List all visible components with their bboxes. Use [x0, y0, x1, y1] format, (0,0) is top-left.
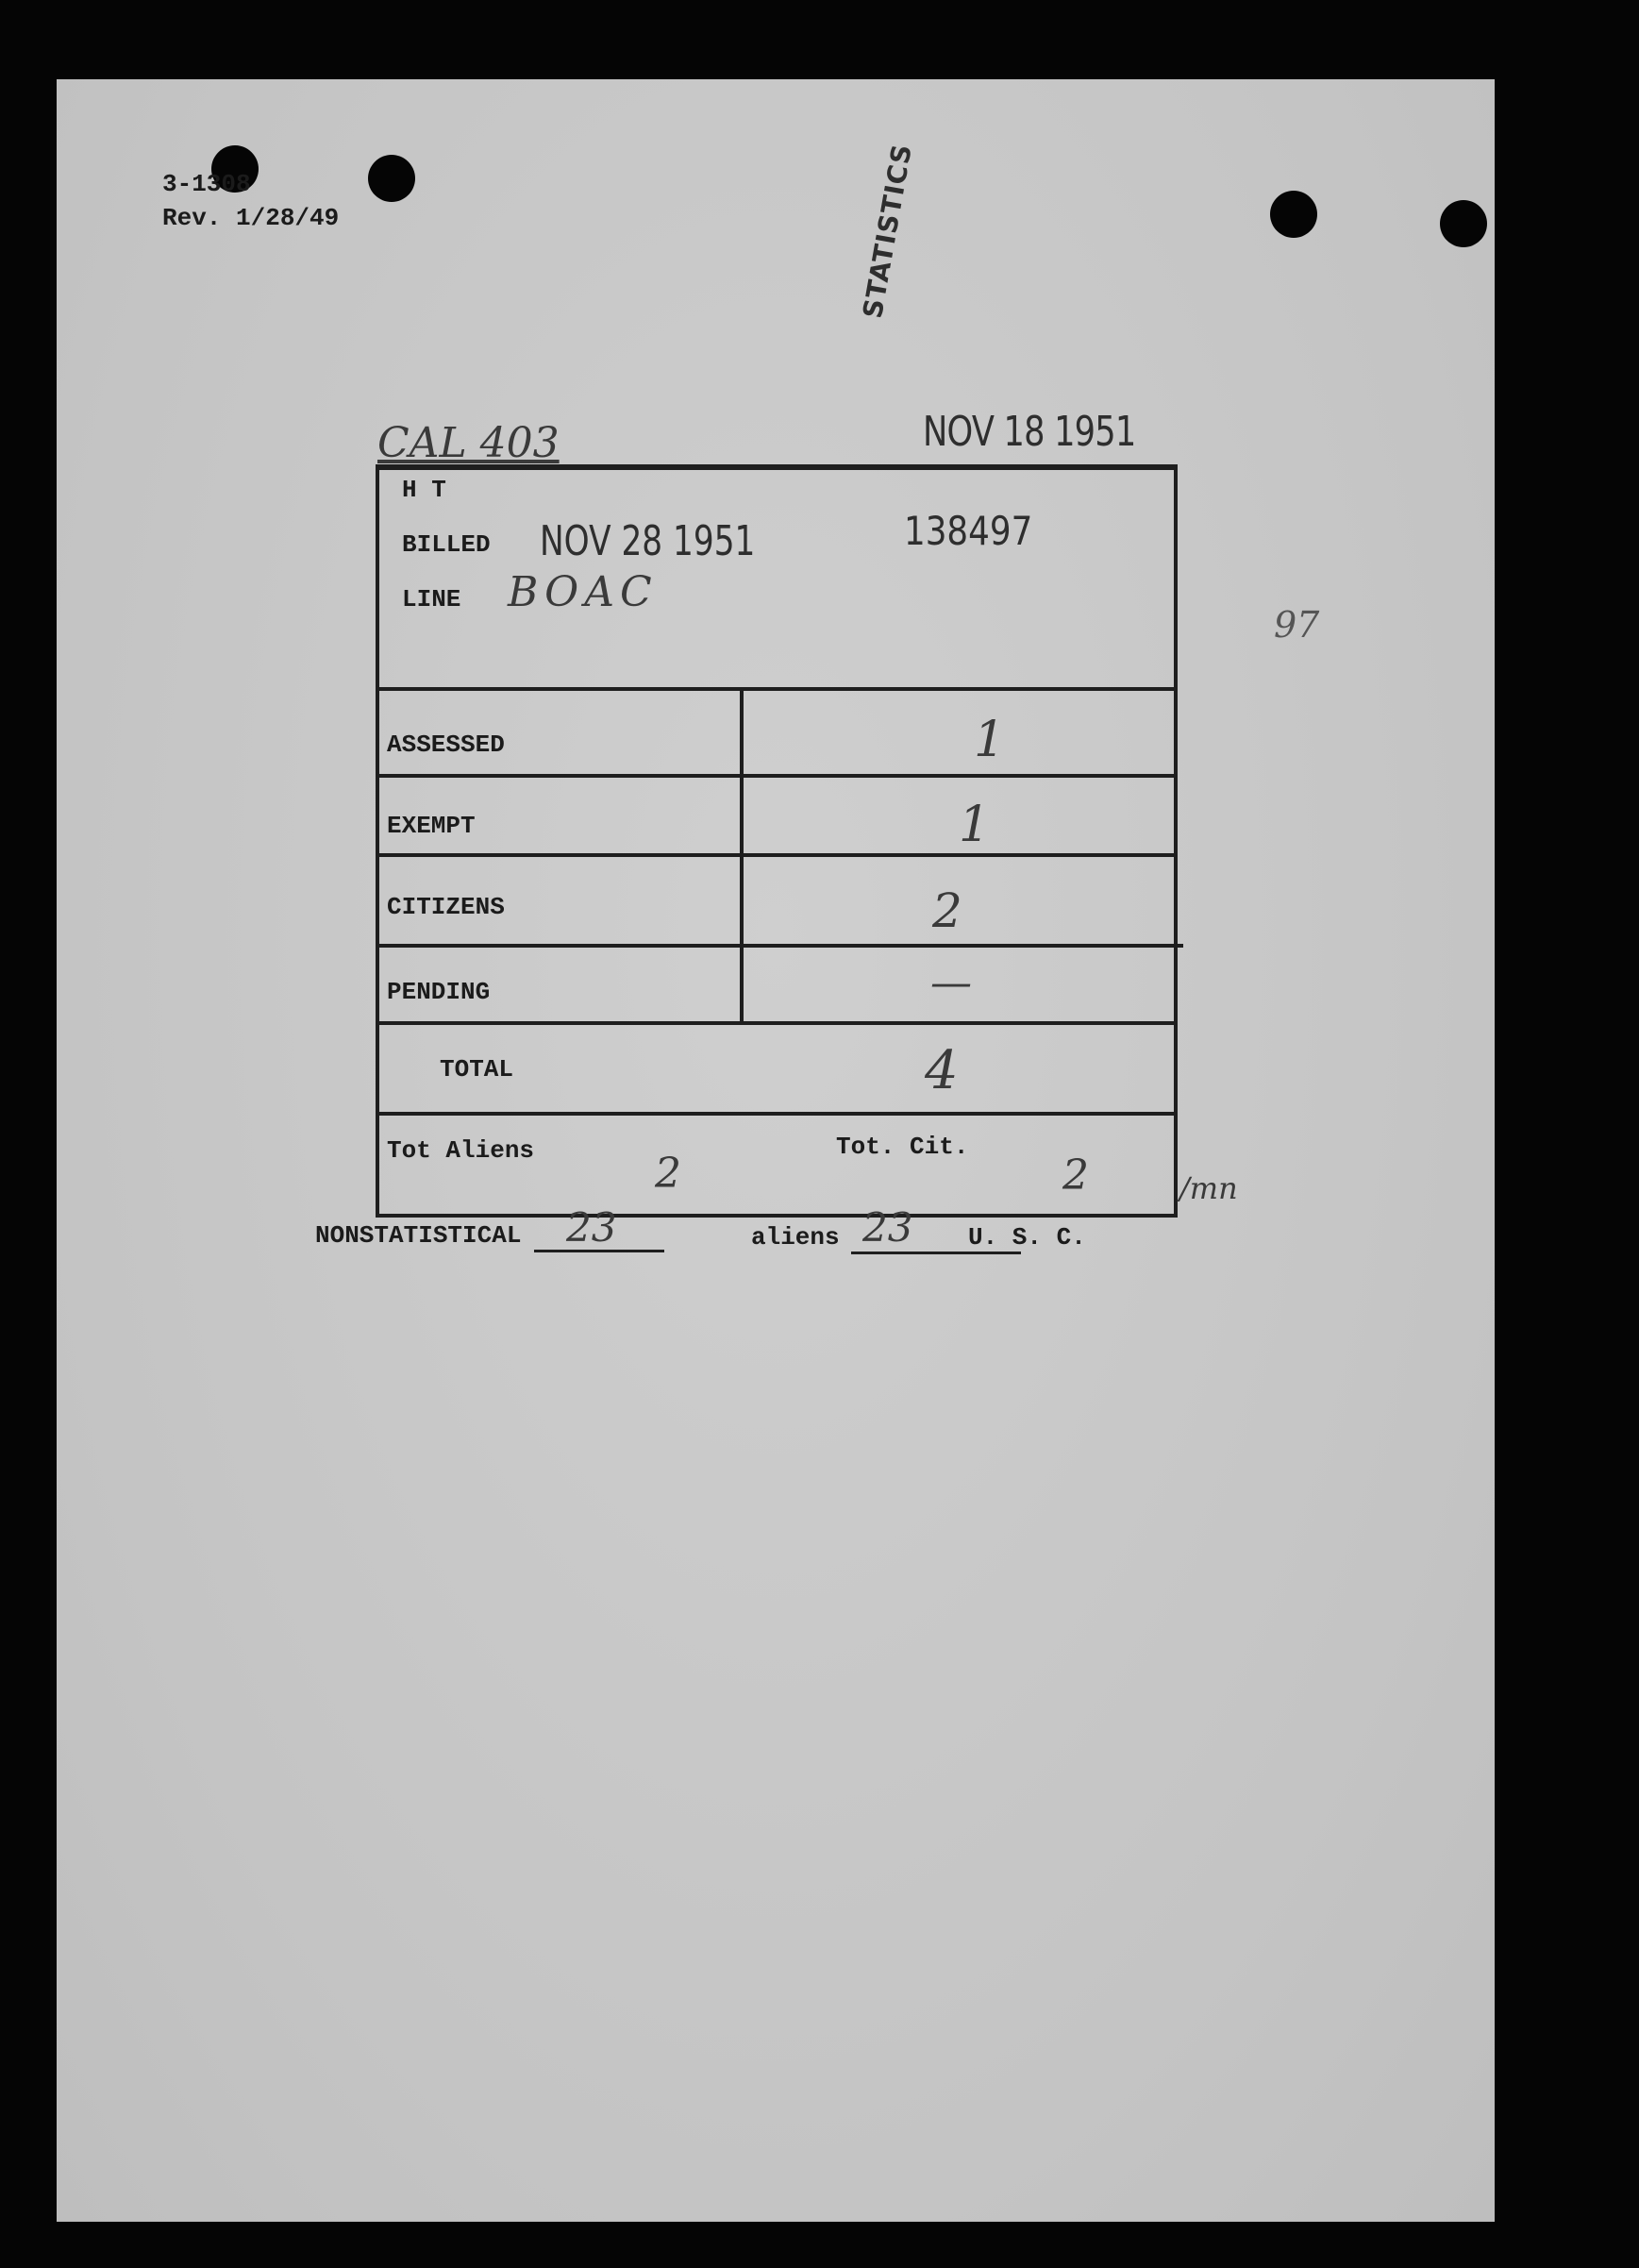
column-divider — [740, 687, 744, 1023]
line-handwritten: BOAC — [508, 568, 658, 616]
punch-hole — [1440, 200, 1487, 247]
exempt-value: 1 — [959, 797, 991, 853]
tot-aliens-value: 2 — [655, 1150, 681, 1198]
initials-handwritten: /mn — [1179, 1170, 1238, 1206]
usc-label: U. S. C. — [968, 1223, 1086, 1252]
assessed-label: ASSESSED — [387, 731, 505, 759]
received-date-stamp: NOV 18 1951 — [923, 408, 1136, 456]
flight-handwritten: CAL 403 — [377, 419, 560, 467]
aliens-underline — [851, 1252, 1021, 1254]
assessed-value: 1 — [974, 712, 1006, 768]
pending-label: PENDING — [387, 978, 491, 1006]
tot-cit-value: 2 — [1062, 1151, 1089, 1200]
billed-label: BILLED — [402, 530, 491, 559]
document-page — [57, 79, 1495, 2222]
tot-aliens-label: Tot Aliens — [387, 1136, 535, 1165]
stats-box — [376, 464, 1178, 1218]
ht-label: H T — [402, 476, 446, 504]
row-divider — [376, 1112, 1176, 1116]
form-revision: Rev. 1/28/49 — [162, 204, 340, 232]
row-divider — [376, 1021, 1176, 1025]
row-divider — [376, 944, 1183, 948]
row-divider — [376, 687, 1176, 691]
row-divider — [376, 774, 1176, 778]
citizens-value: 2 — [932, 883, 962, 938]
exempt-label: EXEMPT — [387, 812, 476, 840]
nonstatistical-label: NONSTATISTICAL — [315, 1221, 522, 1250]
margin-number: 97 — [1274, 604, 1320, 646]
nonstatistical-value: 23 — [566, 1204, 617, 1251]
tot-cit-label: Tot. Cit. — [836, 1133, 969, 1161]
billed-date-stamp: NOV 28 1951 — [540, 517, 756, 565]
pending-value: — — [930, 959, 972, 1007]
line-label: LINE — [402, 585, 461, 613]
row-divider — [376, 853, 1176, 857]
punch-hole — [1270, 191, 1317, 238]
form-number: 3-1308 — [162, 170, 251, 198]
punch-hole — [368, 155, 415, 202]
total-label: TOTAL — [440, 1055, 514, 1084]
aliens-value: 23 — [862, 1204, 913, 1251]
total-value: 4 — [925, 1040, 959, 1101]
statistics-stamp: STATISTICS — [857, 141, 918, 321]
serial-number: 138497 — [904, 508, 1033, 554]
citizens-label: CITIZENS — [387, 893, 505, 921]
aliens-label: aliens — [751, 1223, 840, 1252]
